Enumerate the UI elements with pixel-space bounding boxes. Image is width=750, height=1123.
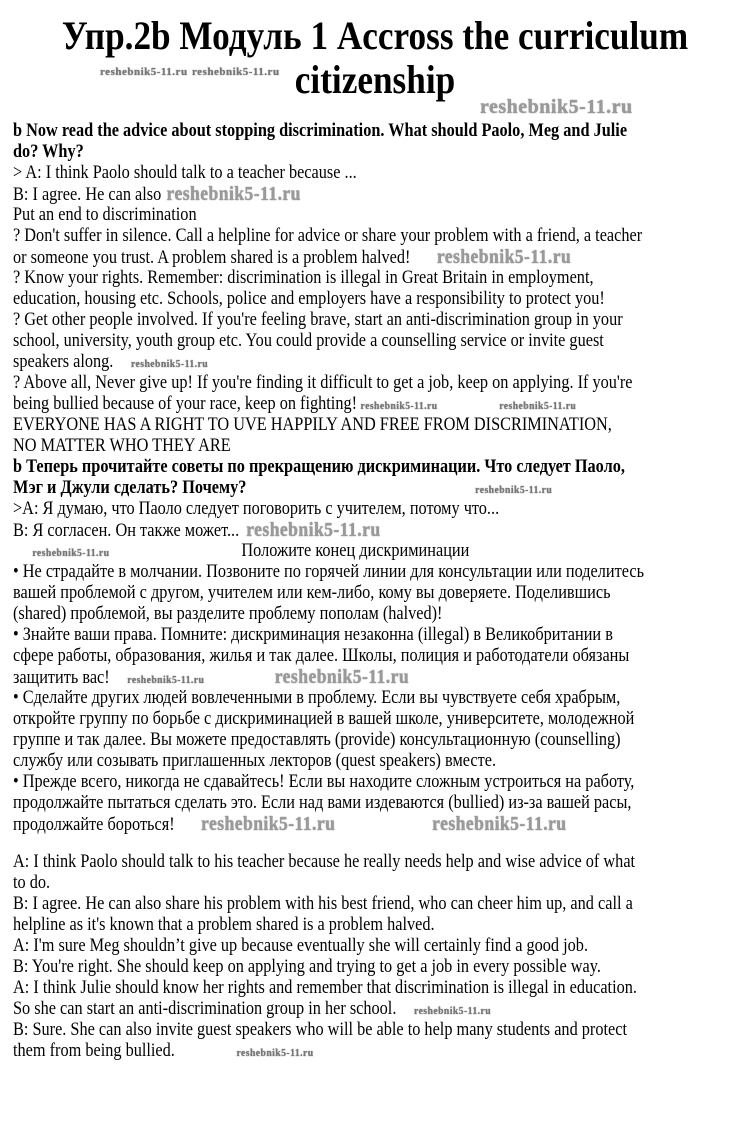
document-body xyxy=(13,121,717,1062)
text-line xyxy=(13,163,717,184)
text-line xyxy=(13,873,717,894)
text-line xyxy=(13,957,717,978)
text-line xyxy=(13,999,717,1020)
line-text: A: I think Julie should know her rights and remember that discrimination is illegal in education. xyxy=(13,978,637,998)
line-text: откройте группу по борьбе с дискриминацией в вашей школе, университете, молодежной xyxy=(13,709,635,729)
task-heading-line xyxy=(13,142,717,163)
watermark: reshebnik5-11.ru xyxy=(201,813,336,835)
task-heading-line xyxy=(13,478,717,499)
text-line xyxy=(13,604,717,625)
text-line xyxy=(13,436,717,457)
line-text: speakers along. xyxy=(13,352,114,372)
line-text: them from being bullied. xyxy=(13,1041,175,1061)
text-line xyxy=(13,772,717,793)
line-text: So she can start an anti-discrimination group in her school. xyxy=(13,999,397,1019)
text-line xyxy=(13,1041,717,1062)
text-line xyxy=(13,226,717,247)
line-text: NO MATTER WHO THEY ARE xyxy=(13,436,231,456)
text-line xyxy=(13,331,717,352)
text-line xyxy=(13,562,717,583)
text-line xyxy=(13,394,717,415)
watermark: reshebnik5-11.ru xyxy=(246,519,381,541)
text-line xyxy=(13,730,717,751)
line-text: службу или созывать приглашенных лекторов (quest speakers) вместе. xyxy=(13,751,497,771)
text-line xyxy=(13,646,717,667)
watermark: reshebnik5-11.ru xyxy=(499,400,577,412)
line-text: ? Know your rights. Remember: discrimination is illegal in Great Britain in employment, xyxy=(13,268,594,288)
line-text: b Теперь прочитайте советы по прекращению дискриминации. Что следует Паоло, xyxy=(13,457,625,477)
watermark: reshebnik5-11.ru xyxy=(127,674,205,686)
line-text: группе и так далее. Вы можете предоставлять (provide) консультационную (counselling) xyxy=(13,730,621,750)
text-line xyxy=(13,415,717,436)
watermark: reshebnik5-11.ru xyxy=(192,66,280,78)
line-text: education, housing etc. Schools, police and employers have a responsibility to protect you! xyxy=(13,289,605,309)
watermark: reshebnik5-11.ru xyxy=(480,96,633,118)
line-text: A: I'm sure Meg shouldn’t give up because eventually she will certainly find a good job. xyxy=(13,936,589,956)
text-line xyxy=(13,247,717,268)
text-line xyxy=(13,583,717,604)
line-text: ? Don't suffer in silence. Call a helpline for advice or share your problem with a friend, a teacher xyxy=(13,226,643,246)
watermark: reshebnik5-11.ru xyxy=(236,1047,314,1059)
text-line xyxy=(13,894,717,915)
line-text: A: I think Paolo should talk to his teacher because he really needs help and wise advice of what xyxy=(13,852,636,872)
line-text: • Не страдайте в молчании. Позвоните по горячей линии для консультации или поделитесь xyxy=(13,562,645,582)
text-line xyxy=(13,793,717,814)
line-text: защитить вас! xyxy=(13,668,110,688)
text-line xyxy=(13,1020,717,1041)
line-text: > A: I think Paolo should talk to a teacher because ... xyxy=(13,163,357,183)
text-line xyxy=(13,541,717,562)
line-text: to do. xyxy=(13,873,51,893)
text-line xyxy=(13,852,717,873)
watermark: reshebnik5-11.ru xyxy=(432,813,567,835)
line-text: Мэг и Джули сделать? Почему? xyxy=(13,478,247,498)
line-text: ? Get other people involved. If you're feeling brave, start an anti-discrimination group in your xyxy=(13,310,623,330)
line-text: b Now read the advice about stopping discrimination. What should Paolo, Meg and Julie xyxy=(13,121,628,141)
line-text: B: You're right. She should keep on applying and trying to get a job in every possible way. xyxy=(13,957,601,977)
watermark: reshebnik5-11.ru xyxy=(436,246,572,268)
watermark: reshebnik5-11.ru xyxy=(100,66,188,78)
line-text: B: Sure. She can also invite guest speakers who will be able to help many students and protect xyxy=(13,1020,627,1040)
line-text: >A: Я думаю, что Паоло следует поговорить с учителем, потому что... xyxy=(13,499,500,519)
watermark: reshebnik5-11.ru xyxy=(274,666,410,688)
line-text: Положите конец дискриминации xyxy=(241,541,470,561)
task-heading-line xyxy=(13,457,717,478)
page-subtitle: citizenship xyxy=(294,57,456,102)
line-text: • Сделайте других людей вовлеченными в проблему. Если вы чувствуете себя храбрым, xyxy=(13,688,621,708)
text-line xyxy=(13,289,717,310)
line-text: B: I agree. He can also xyxy=(13,185,162,205)
watermark: reshebnik5-11.ru xyxy=(130,358,209,370)
text-line xyxy=(13,625,717,646)
watermark: reshebnik5-11.ru xyxy=(475,484,553,496)
line-text: school, university, youth group etc. You could provide a counselling service or invite guest xyxy=(13,331,604,351)
line-text: • Знайте ваши права. Помните: дискриминация незаконна (illegal) в Великобритании в xyxy=(13,625,613,645)
watermark: reshebnik5-11.ru xyxy=(166,183,301,205)
line-text: вашей проблемой с другом, учителем или кем-либо, кому вы доверяете. Поделившись xyxy=(13,583,611,603)
watermark: reshebnik5-11.ru xyxy=(360,400,438,412)
line-text: • Прежде всего, никогда не сдавайтесь! Если вы находите сложным устроиться на работу, xyxy=(13,772,635,792)
line-text: being bullied because of your race, keep on fighting! xyxy=(13,394,358,414)
text-line xyxy=(13,915,717,936)
line-text: сфере работы, образования, жилья и так далее. Школы, полиция и работодатели обязаны xyxy=(13,646,630,666)
line-text: Put an end to discrimination xyxy=(13,205,197,225)
watermark: reshebnik5-11.ru xyxy=(32,547,110,559)
text-line xyxy=(13,814,717,835)
page-title: Упр.2b Модуль 1 Accross the curriculum xyxy=(61,13,689,58)
text-line xyxy=(13,936,717,957)
text-line xyxy=(13,667,717,688)
text-line xyxy=(13,310,717,331)
text-line xyxy=(13,268,717,289)
text-line xyxy=(13,184,717,205)
blank-line xyxy=(13,835,717,852)
text-line xyxy=(13,709,717,730)
line-text: (shared) проблемой, вы разделите проблему пополам (halved)! xyxy=(13,604,443,624)
text-line xyxy=(13,352,717,373)
text-line xyxy=(13,688,717,709)
text-line xyxy=(13,751,717,772)
text-line xyxy=(13,205,717,226)
line-text: ? Above all, Never give up! If you're finding it difficult to get a job, keep on applying. If you're xyxy=(13,373,633,393)
line-text: продолжайте пытаться сделать это. Если над вами издеваются (bullied) из-за вашей расы, xyxy=(13,793,632,813)
line-text: or someone you trust. A problem shared is a problem halved! xyxy=(13,248,411,268)
line-text: B: Я согласен. Он также может... xyxy=(13,521,240,541)
text-line xyxy=(13,373,717,394)
text-line xyxy=(13,499,717,520)
text-line xyxy=(13,978,717,999)
line-text: helpline as it's known that a problem shared is a problem halved. xyxy=(13,915,435,935)
line-text: do? Why? xyxy=(13,142,84,162)
line-text: EVERYONE HAS A RIGHT TO UVE HAPPILY AND FREE FROM DISCRIMINATION, xyxy=(13,415,612,435)
task-heading-line xyxy=(13,121,717,142)
text-line xyxy=(13,520,717,541)
watermark: reshebnik5-11.ru xyxy=(414,1005,492,1017)
line-text: B: I agree. He can also share his problem with his best friend, who can cheer him up, and call a xyxy=(13,894,633,914)
line-text: продолжайте бороться! xyxy=(13,815,175,835)
